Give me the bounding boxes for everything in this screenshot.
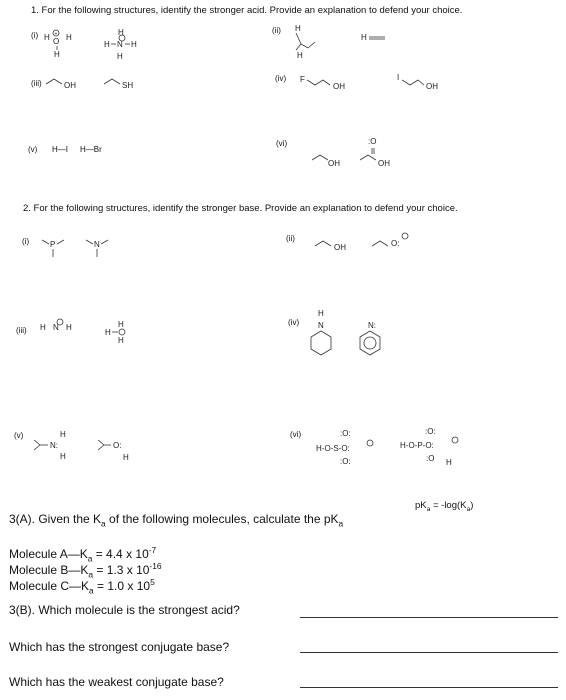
svg-text:H: H xyxy=(54,50,60,59)
svg-text:H: H xyxy=(44,33,50,42)
svg-text:H: H xyxy=(361,33,367,42)
svg-text:OH: OH xyxy=(328,159,340,168)
svg-text:H: H xyxy=(123,453,129,462)
answer-line-1[interactable] xyxy=(300,617,558,618)
q2-label-ii: (ii) xyxy=(286,234,295,243)
svg-text:H: H xyxy=(66,33,72,42)
svg-text:SH: SH xyxy=(122,81,134,90)
svg-text:H: H xyxy=(117,52,123,61)
svg-text:OH: OH xyxy=(333,82,345,91)
svg-text:H: H xyxy=(66,323,72,332)
svg-text:N: N xyxy=(318,321,324,330)
svg-text:N:: N: xyxy=(368,321,376,330)
svg-text::O: :O xyxy=(368,137,377,146)
answer-line-3[interactable] xyxy=(300,687,558,688)
q2-label-vi: (vi) xyxy=(290,430,302,439)
svg-text:O:: O: xyxy=(391,239,400,248)
svg-text:H: H xyxy=(131,40,137,49)
svg-text:H-O-S-O:: H-O-S-O: xyxy=(316,444,350,453)
svg-text:OH: OH xyxy=(426,82,438,91)
q1-label-vi: (vi) xyxy=(276,139,288,148)
svg-text:H: H xyxy=(104,40,110,49)
svg-text:P: P xyxy=(50,240,56,249)
svg-text:H: H xyxy=(295,24,301,33)
q1-label-i: (i) xyxy=(31,31,39,40)
svg-text:F: F xyxy=(300,75,305,84)
svg-text::O:: :O: xyxy=(340,429,351,438)
q3b-weakest-conjugate-base-question: Which has the weakest conjugate base? xyxy=(9,675,224,689)
q1-label-ii: (ii) xyxy=(272,26,281,35)
svg-text:N:: N: xyxy=(50,441,58,450)
q3a-title: 3(A). Given the $K_a$ of the following molecules, calculate the $pK_a$ xyxy=(9,512,344,529)
q2-label-i: (i) xyxy=(22,237,30,246)
q1-label-iii: (iii) xyxy=(31,79,42,88)
svg-text:H: H xyxy=(60,452,66,461)
svg-text:H: H xyxy=(318,309,324,318)
svg-text:H: H xyxy=(118,336,124,345)
svg-text:N: N xyxy=(94,240,100,249)
svg-text:O:: O: xyxy=(113,441,122,450)
q3b-strongest-acid-question: 3(B). Which molecule is the strongest acid? xyxy=(9,603,240,617)
svg-text:H: H xyxy=(40,323,46,332)
q1-label-iv: (iv) xyxy=(275,74,287,83)
svg-text:N: N xyxy=(117,40,123,49)
q2-title: 2. For the following structures, identify the stronger base. Provide an explanation to defend your choice. xyxy=(23,203,458,214)
q1-v-hbr: H—Br xyxy=(80,145,102,154)
svg-text:H: H xyxy=(118,320,124,329)
q2-label-iii: (iii) xyxy=(16,326,27,335)
svg-text:N: N xyxy=(53,323,59,332)
molecule-a-ka: Molecule $A—K_a = 4.4$ x $10^{-7}$ xyxy=(9,545,157,564)
svg-text:H: H xyxy=(446,458,452,467)
svg-text:H: H xyxy=(60,430,66,439)
svg-text::O: :O xyxy=(426,454,435,463)
pka-formula: $pK_a = -\log(K_a)$ xyxy=(415,500,474,513)
svg-text:OH: OH xyxy=(378,159,390,168)
q3b-strongest-conjugate-base-question: Which has the strongest conjugate base? xyxy=(9,640,230,654)
svg-text::O:: :O: xyxy=(425,427,436,436)
q2-label-iv: (iv) xyxy=(288,318,300,327)
svg-text:OH: OH xyxy=(64,81,76,90)
svg-text:O: O xyxy=(53,37,60,46)
molecule-c-ka: Molecule $C—K_a = 1.0$ x $10^5$ xyxy=(9,577,155,596)
q2-label-v: (v) xyxy=(14,431,24,440)
svg-text:H-O-P-O:: H-O-P-O: xyxy=(400,441,434,450)
answer-line-2[interactable] xyxy=(300,652,558,653)
svg-text:H: H xyxy=(297,51,303,60)
svg-text:I: I xyxy=(397,73,400,82)
svg-text:H: H xyxy=(105,328,111,337)
q1-v-hi: H—I xyxy=(52,145,68,154)
svg-text:+: + xyxy=(54,31,58,38)
svg-text:OH: OH xyxy=(334,243,346,252)
q1-label-v: (v) xyxy=(28,145,38,154)
svg-text::O:: :O: xyxy=(340,457,351,466)
q1-title: 1. For the following structures, identify the stronger acid. Provide an explanation to defend your choice. xyxy=(31,5,463,16)
svg-text:H: H xyxy=(118,28,124,37)
molecule-b-ka: Molecule $B—K_a = 1.3$ x $10^{-16}$ xyxy=(9,561,162,580)
